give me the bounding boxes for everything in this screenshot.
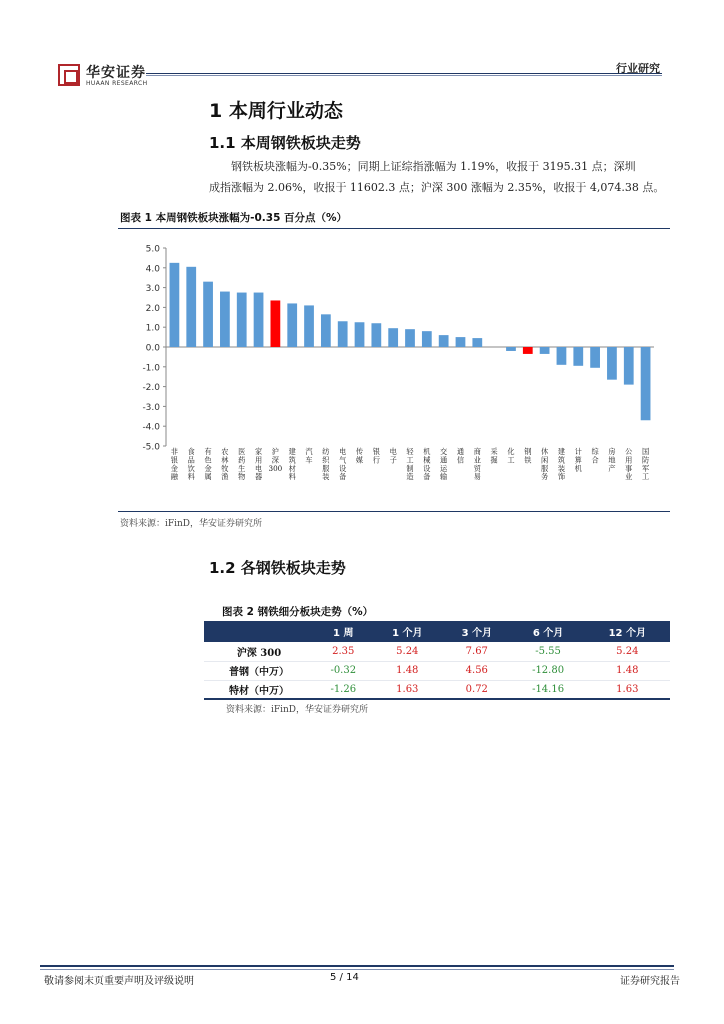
sector-change-bar-chart <box>118 232 670 510</box>
bar <box>355 322 365 347</box>
x-tick-label: 传媒 <box>355 447 364 465</box>
x-tick-label: 建筑材料 <box>288 447 296 482</box>
table-cell: -5.55 <box>512 642 585 661</box>
row-label: 特材（中万） <box>204 680 314 699</box>
bar <box>573 347 583 366</box>
table-row <box>204 642 670 661</box>
page-header <box>54 60 670 90</box>
x-tick-label: 电气设备 <box>339 447 347 482</box>
bar <box>607 347 617 380</box>
table-cell: 5.24 <box>585 642 670 661</box>
bar <box>338 321 348 347</box>
table-cell: -0.32 <box>314 661 373 680</box>
x-tick-label: 房地产 <box>608 447 616 473</box>
table-header-cell: 1 周 <box>314 621 373 642</box>
x-tick-label: 国防军工 <box>641 447 650 482</box>
row-label: 沪深 300 <box>204 642 314 661</box>
y-tick-label: -2.0 <box>142 383 160 394</box>
market-summary-paragraph <box>209 156 667 198</box>
x-tick-label: 交通运输 <box>440 447 448 482</box>
x-tick-label: 农林牧渔 <box>221 447 229 482</box>
x-tick-label: 食品饮料 <box>187 447 195 482</box>
bar <box>472 338 482 347</box>
bar <box>506 347 516 351</box>
footer-divider <box>40 965 674 967</box>
bar <box>220 292 230 347</box>
bar <box>641 347 651 420</box>
x-tick-label: 银行 <box>372 447 380 465</box>
section-title-1-1: 1.1 本周钢铁板块走势 <box>209 134 361 152</box>
table-cell: -12.80 <box>512 661 585 680</box>
section-title-1: 1 本周行业动态 <box>209 100 343 122</box>
table-header-cell <box>204 621 314 642</box>
x-tick-label: 机械设备 <box>423 447 431 482</box>
table-header-cell: 12 个月 <box>585 621 670 642</box>
table-header-row <box>204 621 670 642</box>
bar <box>254 293 264 347</box>
x-tick-label: 通信 <box>456 447 465 465</box>
bar <box>422 331 432 347</box>
table-header-cell: 3 个月 <box>442 621 512 642</box>
table-row <box>204 661 670 680</box>
x-tick-label: 钢铁 <box>524 447 532 465</box>
header-divider-thin <box>146 75 662 76</box>
bar <box>439 335 449 347</box>
bar <box>287 303 297 347</box>
report-label: 证券研究报告 <box>620 976 680 987</box>
bar <box>540 347 550 354</box>
logo-text-en: HUAAN RESEARCH <box>86 80 148 87</box>
x-tick-label: 家用电器 <box>254 447 263 482</box>
x-tick-label: 汽车 <box>305 447 313 465</box>
y-tick-label: 2.0 <box>145 303 160 314</box>
y-tick-label: 5.0 <box>145 244 160 255</box>
table-row <box>204 680 670 699</box>
x-tick-label: 医药生物 <box>238 447 246 482</box>
table-cell: -14.16 <box>512 680 585 699</box>
x-tick-label: 休闲服务 <box>541 447 549 482</box>
y-tick-label: -4.0 <box>142 422 160 433</box>
figure-1-top-rule <box>118 228 670 229</box>
table-cell: 1.63 <box>373 680 443 699</box>
bar <box>371 323 381 347</box>
bar <box>523 347 533 354</box>
x-tick-label: 建筑装饰 <box>557 447 566 482</box>
table-cell: 1.63 <box>585 680 670 699</box>
bar <box>203 282 213 347</box>
header-divider <box>146 73 662 74</box>
table-cell: 5.24 <box>373 642 443 661</box>
bar <box>557 347 567 365</box>
page-number: 5 / 14 <box>330 972 359 983</box>
logo-text-cn: 华安证券 <box>86 65 146 81</box>
table-cell: 1.48 <box>585 661 670 680</box>
bar <box>237 293 247 347</box>
bar <box>590 347 600 368</box>
x-tick-label: 采掘 <box>490 447 498 465</box>
y-tick-label: -3.0 <box>142 402 160 413</box>
huaan-logo-icon <box>58 64 80 86</box>
x-tick-label: 化工 <box>507 447 515 465</box>
bar <box>271 300 281 347</box>
bar <box>304 305 314 347</box>
y-tick-label: 4.0 <box>145 264 160 275</box>
table-cell: -1.26 <box>314 680 373 699</box>
bar <box>388 328 398 347</box>
disclaimer-note: 敬请参阅末页重要声明及评级说明 <box>44 976 194 987</box>
y-tick-label: -5.0 <box>142 442 160 453</box>
bar <box>170 263 180 347</box>
figure-1-source: 资料来源：iFinD，华安证券研究所 <box>120 519 263 529</box>
table-cell: 7.67 <box>442 642 512 661</box>
footer-divider-thin <box>40 969 674 970</box>
x-tick-label: 商业贸易 <box>473 447 481 482</box>
steel-subsector-table <box>204 621 670 700</box>
row-label: 普钢（中万） <box>204 661 314 680</box>
x-tick-label: 计算机 <box>574 447 582 473</box>
bar <box>624 347 634 385</box>
section-title-1-2: 1.2 各钢铁板块走势 <box>209 559 346 577</box>
paragraph-line-2: 成指涨幅为 2.06%，收报于 11602.3 点；沪深 300 涨幅为 2.35%，收报于 4,074.38 点。 <box>209 181 665 194</box>
x-tick-label: 公用事业 <box>625 447 633 482</box>
bar <box>186 267 196 347</box>
figure-2-source: 资料来源：iFinD，华安证券研究所 <box>226 705 369 715</box>
y-tick-label: 0.0 <box>145 343 160 354</box>
report-type-tag: 行业研究 <box>616 62 660 75</box>
figure-2-caption: 图表 2 钢铁细分板块走势（%） <box>222 606 374 618</box>
figure-1-bottom-rule <box>118 511 670 512</box>
x-tick-label: 有色金属 <box>204 447 212 482</box>
x-tick-label: 轻工制造 <box>406 447 414 482</box>
y-tick-label: -1.0 <box>142 363 160 374</box>
x-tick-label: 电子 <box>389 447 397 465</box>
bar <box>456 337 466 347</box>
table-cell: 0.72 <box>442 680 512 699</box>
x-tick-label: 非银金融 <box>170 447 179 482</box>
figure-1-caption: 图表 1 本周钢铁板块涨幅为-0.35 百分点（%） <box>120 212 348 224</box>
table-cell: 4.56 <box>442 661 512 680</box>
table-cell: 1.48 <box>373 661 443 680</box>
bar <box>321 314 331 347</box>
x-tick-label: 沪深 300 <box>268 447 283 473</box>
x-tick-label: 纺织服装 <box>322 447 330 482</box>
table-header-cell: 6 个月 <box>512 621 585 642</box>
y-tick-label: 3.0 <box>145 284 160 295</box>
y-tick-label: 1.0 <box>145 323 160 334</box>
table-cell: 2.35 <box>314 642 373 661</box>
paragraph-line-1: 钢铁板块涨幅为-0.35%；同期上证综指涨幅为 1.19%，收报于 3195.31 点；深圳 <box>231 160 636 173</box>
bar <box>405 329 415 347</box>
table-header-cell: 1 个月 <box>373 621 443 642</box>
x-tick-label: 综合 <box>591 447 599 465</box>
